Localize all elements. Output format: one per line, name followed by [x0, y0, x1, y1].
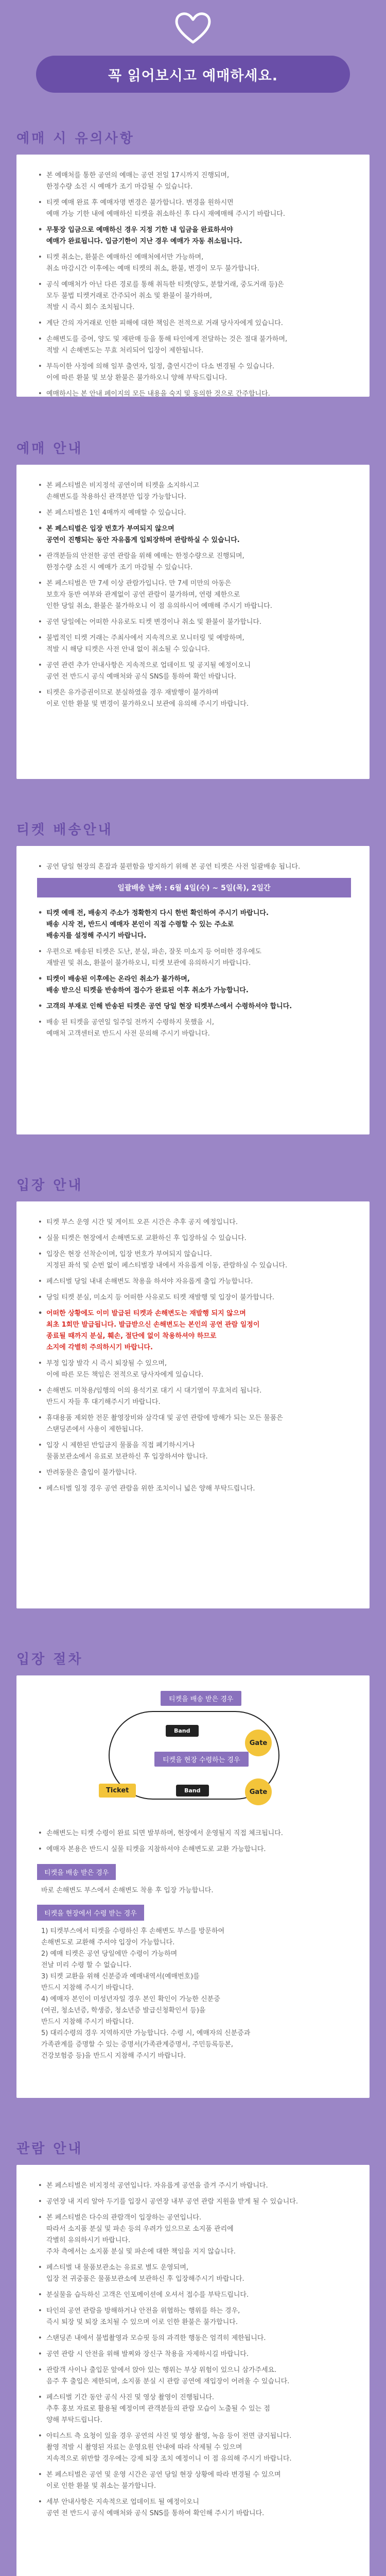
section-title-booking-info: 예매 안내 [16, 441, 83, 456]
bullet-item: • 부정 입장 발각 시 즉시 퇴장될 수 있으며, 이에 따른 모든 책임은 전적으로 당사자에게 있습니다. [37, 1358, 351, 1381]
delivery-intro: • 공연 당일 현장의 혼잡과 불편함을 방지하기 위해 본 공연 티켓은 사전 일괄배송 됩니다. [37, 861, 351, 873]
bullet-item: • 입장은 현장 선착순이며, 입장 번호가 부여되지 않습니다. 지정된 좌석 및 순번 없이 페스티벌장 내에서 자유롭게 이동, 관람하실 수 있습니다. [37, 1249, 351, 1272]
bullet-item: • 타인의 공연 관람을 방해하거나 안전을 위협하는 행위를 하는 경우, 즉시 퇴장 및 퇴장 조치될 수 있으며 이로 인한 환불은 불가합니다. [37, 2306, 351, 2328]
bullet-item: • 공연 관람 시 안전을 위해 발찌와 장신구 착용을 자제하시길 바랍니다. [37, 2349, 351, 2360]
admission-flow-diagram [37, 1691, 351, 1820]
admission-panel [16, 1201, 370, 1608]
bullet-item: • 티켓 취소는, 환불은 예매하신 예매처에서만 가능하며, 취소 마감시간 이후에는 예매 티켓의 취소, 환불, 변경이 모두 불가합니다. [37, 252, 351, 275]
admission-steps-list [37, 1828, 351, 1855]
bullet-item: • 예매자 본용은 반드시 실물 티켓을 지참하셔야 손해변도로 교환 가능합니다. [37, 1844, 351, 1855]
section-title-admission: 입장 안내 [16, 1178, 83, 1193]
page-title: 꼭 읽어보시고 예매하세요. [36, 56, 350, 93]
bullet-item: • 분실물을 습득하신 고객은 인포메이션에 오셔서 접수를 부탁드립니다. [37, 2290, 351, 2301]
bullet-item: • 공연 관련 추가 안내사항은 지속적으로 업데이트 및 공지될 예정이오니 공연 전 반드시 공식 예매처와 공식 SNS를 통하여 확인 바랍니다. [37, 660, 351, 683]
bullet-item: • 본 페스티벌은 비지정석 공연입니다. 자유롭게 공연을 즐겨 주시기 바랍니다. [37, 2180, 351, 2192]
section-title-admission-steps: 입장 절차 [16, 1652, 83, 1667]
bullet-item: • 고객의 부재로 인해 반송된 티켓은 공연 당일 현장 티켓부스에서 수령하셔야 합니다. [37, 1001, 351, 1012]
ticket-delivery-panel [16, 846, 370, 1134]
booking-notes-list [37, 170, 351, 400]
booking-notes-panel [16, 155, 370, 397]
bullet-item: • 당일 티켓 분실, 미소지 등 어떠한 사유로도 티켓 재발행 및 입장이 불가합니다. [37, 1292, 351, 1303]
bullet-item: • 아티스트 측 요청이 있을 경우 공연의 사진 및 영상 촬영, 녹음 등이 전면 금지됩니다. 촬영 적발 시 촬영된 자료는 운영요원 안내에 따라 삭제될 수 있으며 지속적으로 위반할 경우에는 강제 퇴장 조치 예정이니 이 점 유의해 주시기 바랍니다. [37, 2431, 351, 2465]
bullet-item: • 무통장 입금으로 예매하신 경우 지정 기한 내 입금을 완료하셔야 예매가 완료됩니다. 입금기한이 지난 경우 예매가 자동 취소됩니다. [37, 225, 351, 247]
bullet-item: • 본 예매처를 통한 공연의 예매는 공연 전일 17시까지 진행되며, 한정수량 소진 시 예매가 조기 마감될 수 있습니다. [37, 170, 351, 193]
bullet-item: • 스탠딩존 내에서 불법촬영과 모슈핏 등의 과격한 행동은 엄격히 제한됩니다. [37, 2333, 351, 2344]
bullet-item: • 불법적인 티켓 거래는 주최사에서 지속적으로 모니터링 및 예방하며, 적발 시 해당 티켓은 사전 안내 없이 취소될 수 있습니다. [37, 633, 351, 655]
chip-delivered: 티켓을 배송 받은 경우 [37, 1864, 116, 1880]
flow-gate-bottom: Gate [245, 1778, 272, 1805]
flow-ticket: Ticket [99, 1784, 136, 1798]
admission-steps-panel [16, 1675, 370, 2098]
section-title-ticket-delivery: 티켓 배송안내 [16, 822, 113, 838]
bullet-item: • 본 페스티벌은 공연 및 운영 시간은 공연 당일 현장 상황에 따라 변경될 수 있으며 이로 인한 환불 및 취소는 불가합니다. [37, 2469, 351, 2492]
section-title-viewing: 관람 안내 [16, 2141, 83, 2157]
bullet-item: • 배송 된 티켓을 공연일 일주일 전까지 수령하지 못했을 시, 예매처 고객센터로 반드시 사전 문의해 주시기 바랍니다. [37, 1017, 351, 1040]
delivery-list [37, 908, 351, 1040]
admission-list [37, 1217, 351, 1495]
bullet-item: • 관람객 사이나 출입문 앞에서 앉아 있는 행위는 부상 위험이 있으니 삼가주세요. 음주 후 출입은 제한되며, 소지품 분실 시 관람 공연에 재입장이 어려울 수 있습니다. [37, 2365, 351, 2387]
bullet-item: • 본 페스티벌은 1인 4매까지 예매할 수 있습니다. [37, 507, 351, 519]
bullet-item: • 손해변도를 증여, 양도 및 재판매 등을 통해 타인에게 전달하는 것은 절대 불가하며, 적발 시 손해변도는 무효 처리되어 입장이 제한됩니다. [37, 334, 351, 357]
booking-info-panel [16, 465, 370, 779]
bullet-item: • 티켓 예매 전, 배송지 주소가 정확한지 다시 한번 확인하여 주시기 바랍니다. 배송 시작 전, 반드시 예매자 본인이 직접 수령할 수 있는 주소로 배송지를 설정해 주시기 바랍니다. [37, 908, 351, 942]
section-title-booking-notes: 예매 시 유의사항 [16, 131, 135, 146]
bullet-item: • 반려동물은 출입이 불가합니다. [37, 1467, 351, 1479]
bullet-item: • 페스티벌 일정 경우 공연 관람을 위한 조치이니 넓은 양해 부탁드립니다. [37, 1483, 351, 1495]
bullet-item: • 휴대용품 제외한 전문 촬영장비와 삼각대 및 공연 관람에 방해가 되는 모든 물품은 스탠딩존에서 사용이 제한됩니다. [37, 1413, 351, 1435]
bullet-item: • 공연 당일에는 어떠한 사유로도 티켓 변경이나 취소 및 환불이 불가합니다. [37, 617, 351, 628]
bullet-item: • 본 페스티벌은 만 7세 이상 관람가입니다. 만 7세 미만의 아동은 보호자 동반 여부와 관계없이 공연 관람이 불가하며, 연령 제한으로 인한 당일 취소, 환불은 불가하오니 이 점 유의하시어 예매해 주시기 바랍니다. [37, 578, 351, 612]
bullet-item: • 티켓 예매 완료 후 예매자명 변경은 불가합니다. 변경을 원하시면 예매 가능 기한 내에 예매하신 티켓을 취소하신 후 다시 재예매해 주시기 바랍니다. [37, 197, 351, 220]
onsite-steps: 1) 티켓부스에서 티켓을 수령하신 후 손해변도 부스를 방문하여 손해변도로 교환해 주셔야 입장이 가능합니다. 2) 예매 티켓은 공연 당일에만 수령이 가능하며 전날 미리 수령 할 수 없습니다. 3) 티켓 교환을 위해 신분증과 예매내역서(예매번호)를 반드시 지참해 주시기 바랍니다. 4) 예매자 본인이 미성년자일 경우 본인 확인이 가능한 신분증 (여권, 청소년증, 학생증, 청소년증 발급신청확인서 등)을 반드시 지참해 주시기 바랍니다. 5) 대리수령의 경우 지역하지만 가능합니다. 수령 시, 예매자의 신분증과 가족관계를 증명할 수 있는 증명서(가족관계증명서, 주민등록등본, 건강보험증 등)을 반드시 지참해 주시기 바랍니다. [41, 1927, 251, 2060]
bullet-item: • 손해변도는 티켓 수령이 완료 되면 발부하며, 현장에서 운영될지 직접 체크됩니다. [37, 1828, 351, 1839]
bullet-item: • 예매하시는 본 안내 페이지의 모든 내용을 숙지 및 동의한 것으로 간주합니다. [37, 388, 351, 400]
bullet-item: • 공식 예매처가 아닌 다른 경로를 통해 취득한 티켓(양도, 분할거래, 중도거래 등)은 모두 불법 티켓거래로 간주되어 취소 및 환불이 불가하며, 적발 시 즉시 회수 조치됩니다. [37, 279, 351, 313]
bullet-item: • 계단 간의 자거래로 인한 피해에 대한 책임은 전적으로 거래 당사자에게 있습니다. [37, 318, 351, 329]
bullet-item: • 페스티벌 기간 동안 공식 사진 및 영상 촬영이 진행됩니다. 추후 홍보 자료로 활용될 예정이며 관객분들의 관람 모습이 노출될 수 있는 점 양해 부탁드립니다. [37, 2392, 351, 2426]
bullet-item: • 페스티벌 내 물품보관소는 유료로 별도 운영되며, 입장 전 귀중품은 물품보관소에 보관하신 후 입장해주시기 바랍니다. [37, 2262, 351, 2285]
bullet-item: • 세부 안내사항은 지속적으로 업데이트 될 예정이오니 공연 전 반드시 공식 예매처와 공식 SNS를 통하여 확인해 주시기 바랍니다. [37, 2497, 351, 2519]
heart-logo-icon [174, 11, 212, 44]
bullet-item: • 손해변도 미착용/임행의 이의 용석기로 대기 시 대기열이 무효처리 됩니다. 반드시 자들 후 대기해주시기 바랍니다. [37, 1385, 351, 1408]
bullet-item: • 본 페스티벌은 입장 번호가 부여되지 않으며 공연이 진행되는 동안 자유롭게 입퇴장하며 관람하실 수 있습니다. [37, 523, 351, 546]
bullet-item: • 어떠한 상황에도 이미 발급된 티켓과 손해변도는 재발행 되지 않으며 최초 1회만 발급됩니다. 발급받으신 손해변도는 본인의 공연 관람 일정이 종료될 때까지 분실, 훼손, 절단에 없이 착용하셔야 하므로 소지에 각별히 주의하시기 바랍니다. [37, 1308, 351, 1353]
viewing-list [37, 2180, 351, 2519]
bullet-item: • 티켓이 배송된 이후에는 온라인 취소가 불가하며, 배송 받으신 티켓을 반송하여 접수가 완료된 이후 취소가 가능합니다. [37, 974, 351, 996]
bullet-item: • 관객분들의 안전한 공연 관람을 위해 예매는 한정수량으로 진행되며, 한정수량 소진 시 예매가 조기 마감될 수 있습니다. [37, 551, 351, 573]
bullet-item: • 본 페스티벌은 다수의 관람객이 입장하는 공연입니다. 따라서 소지품 분실 및 파손 등의 우려가 있으므로 소지품 관리에 각별히 유의하시기 바랍니다. 주차 측에서는 소지품 분실 및 파손에 대한 책임을 지지 않습니다. [37, 2212, 351, 2258]
bullet-item: • 본 페스티벌은 비지정석 공연이며 티켓을 소지하시고 손해변도를 착용하신 관객분만 입장 가능합니다. [37, 480, 351, 503]
booking-info-list [37, 480, 351, 710]
bullet-item: • 공연장 내 지리 알아 두기를 입장시 공연장 내부 공연 관람 지원을 받게 될 수 있습니다. [37, 2196, 351, 2208]
delivery-date-bar: 일괄배송 날짜 : 6월 4일(수) ~ 5일(목), 2일간 [37, 878, 351, 897]
flow-label-delivered: 티켓을 배송 받은 경우 [161, 1691, 241, 1706]
flow-band-top: Band [166, 1725, 199, 1737]
bullet-item: • 티켓 부스 운영 시간 및 게이트 오픈 시간은 추후 공지 예정입니다. [37, 1217, 351, 1228]
bullet-item: • 실물 티켓은 현장에서 손해변도로 교환하신 후 입장하실 수 있습니다. [37, 1233, 351, 1244]
bullet-item: • 입장 시 제한된 반입금지 물품을 직접 폐기하시거나 물품보관소에서 유료로 보관하신 후 입장하셔야 합니다. [37, 1440, 351, 1463]
chip-delivered-text: 바로 손해변도 부스에서 손해변도 착용 후 입장 가능합니다. [41, 1887, 214, 1894]
bullet-item: • 페스티벌 당일 내내 손해변도 착용을 하셔야 자유롭게 출입 가능합니다. [37, 1276, 351, 1287]
chip-onsite: 티켓을 현장에서 수령 받는 경우 [37, 1905, 144, 1921]
bullet-item: • 부득이한 사정에 의해 일부 출연자, 일정, 출연시간이 다소 변경될 수 있습니다. 이에 따른 환불 및 보상 환불은 불가하오니 양해 부탁드립니다. [37, 361, 351, 384]
bullet-item: • 티켓은 유가증권이므로 분실하였을 경우 재발행이 불가하며 이로 인한 환불 및 변경이 불가하오니 보관에 유의해 주시기 바랍니다. [37, 687, 351, 710]
flow-label-onsite: 티켓을 현장 수령하는 경우 [154, 1752, 249, 1767]
viewing-panel [16, 2165, 370, 2576]
bullet-item: • 우편으로 배송된 티켓은 도난, 분실, 파손, 잘못 미소지 등 어떠한 경우에도 재발권 및 취소, 환불이 불가하오니, 티켓 보관에 유의하시기 바랍니다. [37, 946, 351, 969]
flow-gate-top: Gate [245, 1730, 272, 1756]
flow-band-bottom: Band [176, 1785, 209, 1797]
